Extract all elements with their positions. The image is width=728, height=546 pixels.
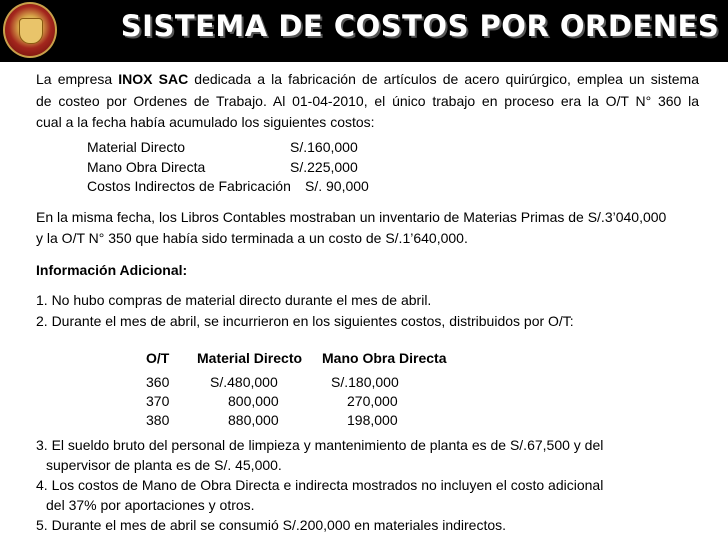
table-cell: 360	[146, 374, 170, 390]
table-cell: 800,000	[228, 393, 279, 409]
cost-value-md: S/.160,000	[290, 139, 358, 155]
cost-label-mod: Mano Obra Directa	[87, 159, 206, 175]
company-name: INOX SAC	[118, 71, 189, 87]
page-title: SISTEMA DE COSTOS POR ORDENES	[120, 9, 720, 43]
table-cell: 270,000	[347, 393, 398, 409]
seal-shield-icon	[19, 18, 43, 44]
table-cell: S/.180,000	[331, 374, 399, 390]
point-4-line-2: del 37% por aportaciones y otros.	[46, 497, 255, 513]
info-heading: Información Adicional:	[36, 262, 188, 278]
table-cell: S/.480,000	[210, 374, 278, 390]
point-3-line-1: 3. El sueldo bruto del personal de limpieza y mantenimiento de planta es de S/.67,500 y del	[36, 437, 604, 453]
point-1: 1. No hubo compras de material directo durante el mes de abril.	[36, 292, 432, 308]
table-header-ot: O/T	[146, 350, 170, 366]
cost-label-cif: Costos Indirectos de Fabricación	[87, 178, 291, 194]
title-bar	[0, 0, 728, 62]
university-seal-logo	[3, 2, 57, 58]
cost-value-cif: S/. 90,000	[305, 178, 369, 194]
table-header-mod: Mano Obra Directa	[322, 350, 447, 366]
point-4-line-1: 4. Los costos de Mano de Obra Directa e indirecta mostrados no incluyen el costo adicional	[36, 477, 604, 493]
point-5: 5. Durante el mes de abril se consumió S/.200,000 en materiales indirectos.	[36, 517, 507, 533]
table-header-md: Material Directo	[197, 350, 303, 366]
point-3-line-2: supervisor de planta es de S/. 45,000.	[46, 457, 282, 473]
table-cell: 380	[146, 412, 170, 428]
cost-value-mod: S/.225,000	[290, 159, 358, 175]
table-cell: 370	[146, 393, 170, 409]
table-cell: 880,000	[228, 412, 279, 428]
inventory-line-1: En la misma fecha, los Libros Contables mostraban un inventario de Materias Primas de S/.3’040,000	[36, 209, 667, 225]
table-cell: 198,000	[347, 412, 398, 428]
point-2: 2. Durante el mes de abril, se incurrieron en los siguientes costos, distribuidos por O/T:	[36, 313, 574, 329]
intro-line-1: La empresa INOX SAC dedicada a la fabricación de artículos de acero quirúrgico, emplea un sistema	[36, 71, 699, 87]
inventory-line-2: y la O/T N° 350 que había sido terminada a un costo de S/.1’640,000.	[36, 230, 468, 246]
intro-line-2: de costeo por Ordenes de Trabajo. Al 01-04-2010, el único trabajo en proceso era la O/T N° 360 la	[36, 93, 699, 109]
intro-line-3: cual a la fecha había acumulado los siguientes costos:	[36, 114, 375, 130]
cost-label-md: Material Directo	[87, 139, 186, 155]
